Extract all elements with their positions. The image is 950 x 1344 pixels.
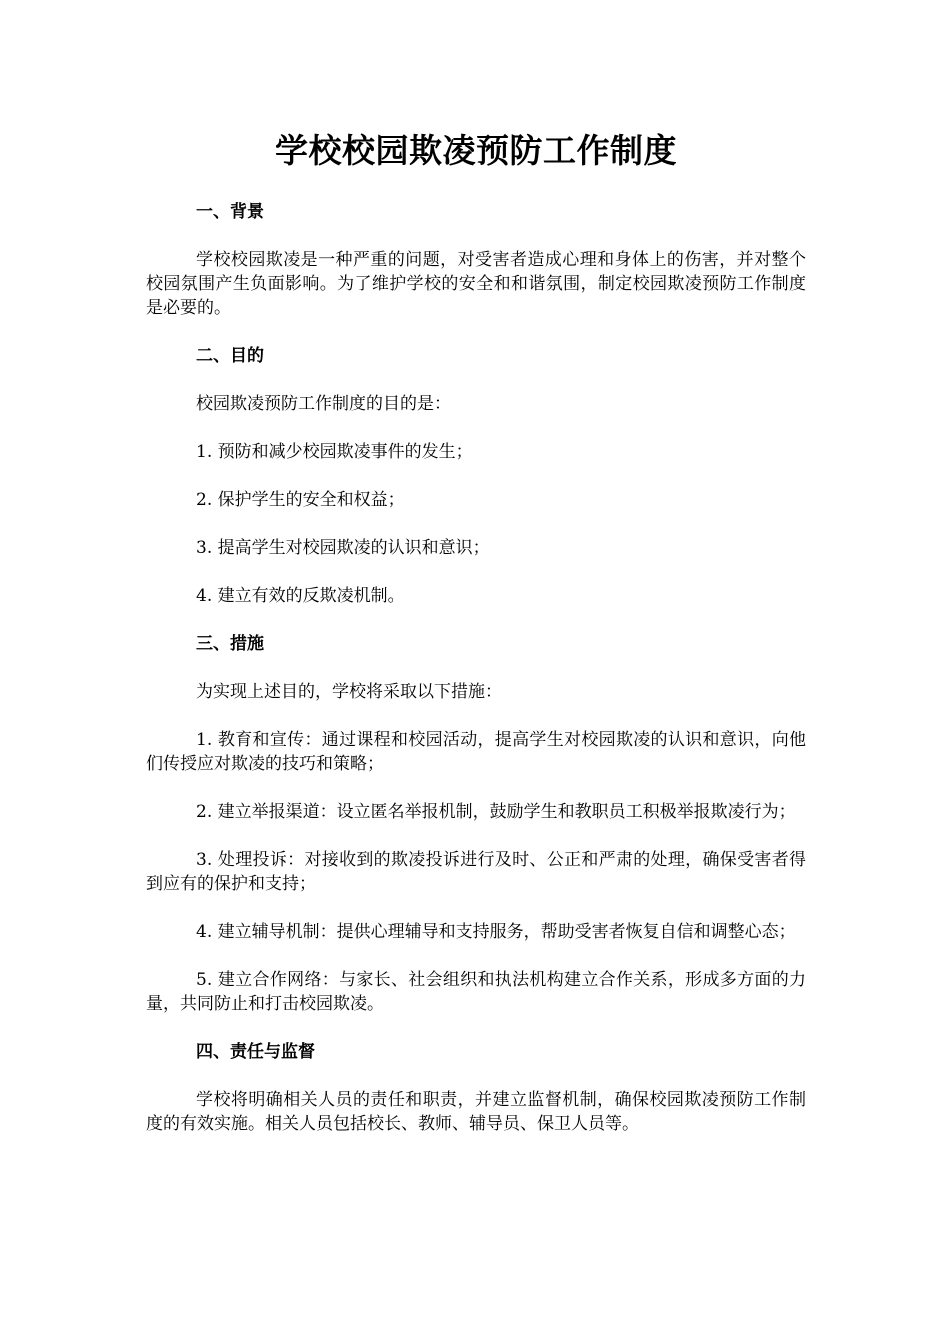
section-heading-background: 一、背景	[196, 202, 264, 222]
measure-item-2: 2. 建立举报渠道：设立匿名举报机制，鼓励学生和教职员工积极举报欺凌行为；	[196, 802, 796, 822]
purpose-item-3: 3. 提高学生对校园欺凌的认识和意识；	[196, 538, 490, 558]
purpose-intro-paragraph: 校园欺凌预防工作制度的目的是：	[196, 394, 451, 414]
section-heading-purpose: 二、目的	[196, 346, 264, 366]
measure-item-5: 5. 建立合作网络：与家长、社会组织和执法机构建立合作关系，形成多方面的力量，共同防止和打击校园欺凌。	[146, 970, 806, 1014]
measure-item-1: 1. 教育和宣传：通过课程和校园活动，提高学生对校园欺凌的认识和意识，向他们传授应对欺凌的技巧和策略；	[146, 730, 806, 774]
section-heading-measures: 三、措施	[196, 634, 264, 654]
section-heading-responsibility: 四、责任与监督	[196, 1042, 315, 1062]
background-paragraph: 学校校园欺凌是一种严重的问题，对受害者造成心理和身体上的伤害，并对整个校园氛围产生负面影响。为了维护学校的安全和和谐氛围，制定校园欺凌预防工作制度是必要的。	[146, 250, 806, 318]
document-body	[146, 126, 806, 1160]
measures-intro-paragraph: 为实现上述目的，学校将采取以下措施：	[196, 682, 502, 702]
document-title: 学校校园欺凌预防工作制度	[275, 131, 677, 170]
purpose-item-1: 1. 预防和减少校园欺凌事件的发生；	[196, 442, 473, 462]
purpose-item-4: 4. 建立有效的反欺凌机制。	[196, 586, 405, 606]
measure-item-4: 4. 建立辅导机制：提供心理辅导和支持服务，帮助受害者恢复自信和调整心态；	[196, 922, 796, 942]
purpose-item-2: 2. 保护学生的安全和权益；	[196, 490, 405, 510]
responsibility-paragraph: 学校将明确相关人员的责任和职责，并建立监督机制，确保校园欺凌预防工作制度的有效实施。相关人员包括校长、教师、辅导员、保卫人员等。	[146, 1090, 806, 1134]
measure-item-3: 3. 处理投诉：对接收到的欺凌投诉进行及时、公正和严肃的处理，确保受害者得到应有的保护和支持；	[146, 850, 806, 894]
